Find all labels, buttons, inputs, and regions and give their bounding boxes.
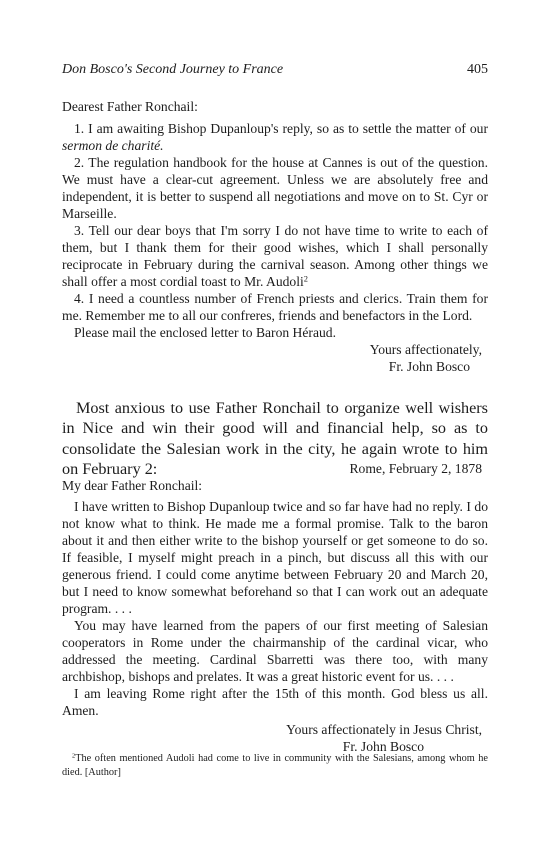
letter-2-signature: Fr. John Bosco bbox=[342, 739, 424, 754]
footnote-marker: 2 bbox=[72, 752, 76, 760]
letter-1-paragraph-2: 2. The regulation handbook for the house at Cannes is out of the question. We must have a clear-cut agreement. Unless we are absolutely free and independent, it is better to suspend all negotiations and move on to St. Cyr or Marseille. bbox=[62, 155, 488, 221]
running-head bbox=[62, 60, 488, 80]
footnote bbox=[62, 752, 488, 780]
letter-2-closing: Yours affectionately in Jesus Christ, bbox=[286, 722, 482, 737]
letter-1-paragraph-3: 3. Tell our dear boys that I'm sorry I do not have time to write to each of them, but I thank them for their good wishes, which I shall personally reciprocate in February during the carnival season. Among other things we shall offer a most cordial toast to Mr. Audoli$^2$ bbox=[62, 223, 488, 289]
footnote-reference: 2 bbox=[303, 273, 308, 284]
letter-1-paragraph-5: Please mail the enclosed letter to Baron Héraud. bbox=[74, 325, 336, 340]
letter-2-paragraph-2: You may have learned from the papers of our first meeting of Salesian cooperators in Rome under the chairmanship of the cardinal vicar, who addressed the meeting. Cardinal Sbarretti was there too, with many archbishop, bishops and prelates. It was a great historic event for us. . . . bbox=[62, 618, 488, 684]
letter-1 bbox=[62, 98, 488, 375]
letter-2-salutation: My dear Father Ronchail: bbox=[62, 478, 203, 493]
running-head-title: Don Bosco's Second Journey to France bbox=[62, 62, 284, 77]
letter-1-italic-phrase: sermon de charité. bbox=[62, 138, 164, 153]
letter-2 bbox=[62, 460, 488, 755]
footnote-text: The often mentioned Audoli had come to live in community with the Salesians, among whom he died. [Author] bbox=[62, 753, 488, 778]
letter-1-closing: Yours affectionately, bbox=[369, 342, 482, 357]
narrative-text: Most anxious to use Father Ronchail to organize well wishers in Nice and win their good will and financial help, so as to consolidate the Salesian work in the city, he again wrote to him on February 2: bbox=[62, 399, 488, 478]
letter-2-paragraph-3: I am leaving Rome right after the 15th of this month. God bless us all. Amen. bbox=[62, 686, 488, 718]
letter-2-dateline: Rome, February 2, 1878 bbox=[349, 461, 482, 476]
letter-2-paragraph-1: I have written to Bishop Dupanloup twice and so far have had no reply. I do not know what to think. He made me a formal promise. Talk to the baron about it and then either write to the bishop yourself or get someone to do so. If feasible, I myself might preach in a pinch, but discuss all this with our generous friend. I could come anytime between February 20 and March 20, but I need to know somewhat beforehand so that I can work out an adequate program. . . . bbox=[62, 499, 488, 616]
letter-1-paragraph-4: 4. I need a countless number of French priests and clerics. Train them for me. Remember me to all our confreres, friends and benefactors in the Lord. bbox=[62, 291, 488, 323]
page-number: 405 bbox=[467, 62, 488, 77]
letter-1-salutation: Dearest Father Ronchail: bbox=[62, 99, 198, 114]
letter-1-signature: Fr. John Bosco bbox=[388, 359, 470, 374]
letter-1-paragraph-1: 1. I am awaiting Bishop Dupanloup's reply, so as to settle the matter of our sermon de charité. bbox=[62, 121, 488, 153]
